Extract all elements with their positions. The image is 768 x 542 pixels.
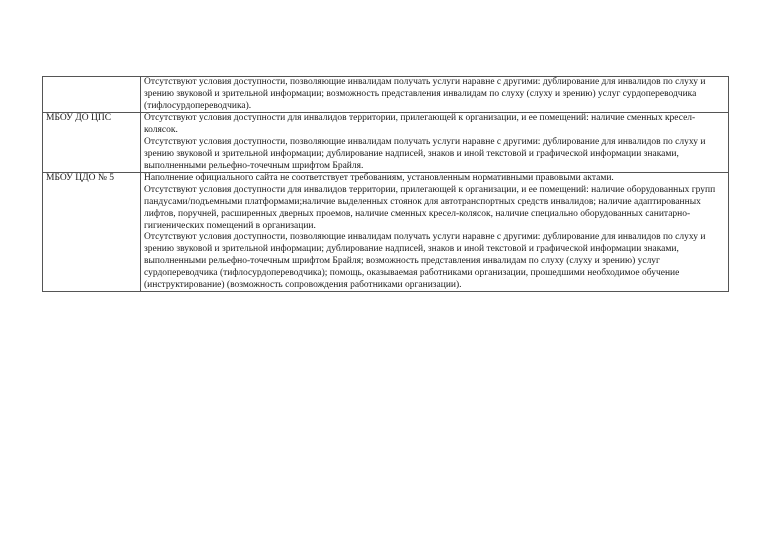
- organization-cell: [43, 77, 141, 113]
- findings-cell: [141, 77, 729, 113]
- findings-cell: [141, 173, 729, 292]
- accessibility-findings-table: [42, 76, 729, 292]
- finding-paragraph: Отсутствуют условия доступности, позволяющие инвалидам получать услуги наравне с другими: дублирование для инвалидов по слуху и зрению звуковой и зрительной информации; дублирование надписей, знаков и иной текстовой и графической информации знаками, выполненными рельефно-точечным шрифтом Брайля.: [144, 136, 706, 171]
- finding-paragraph: Отсутствуют условия доступности, позволяющие инвалидам получать услуги наравне с другими: дублирование для инвалидов по слуху и зрению звуковой и зрительной информации; дублирование надписей, знаков и иной текстовой и графической информации знаками, выполненными рельефно-точечным шрифтом Брайля; возможность представления инвалидам по слуху (слуху и зрению) услуг сурдопереводчика (тифлосурдопереводчика); помощь, оказываемая работниками организации, прошедшими необходимое обучение (инструктирование) (возможность сопровождения работниками организации).: [144, 232, 706, 290]
- table-row: [43, 113, 729, 173]
- table-row: [43, 173, 729, 292]
- finding-paragraph: Отсутствуют условия доступности для инвалидов территории, прилегающей к организации, и ее помещений: наличие сменных кресел-колясок.: [144, 113, 696, 136]
- finding-paragraph: Наполнение официального сайта не соответствует требованиям, установленным нормативными правовыми актами.: [144, 173, 614, 184]
- finding-paragraph: Отсутствуют условия доступности, позволяющие инвалидам получать услуги наравне с другими: дублирование для инвалидов по слуху и зрению звуковой и зрительной информации; возможность представления инвалидам по слуху (слуху и зрению) услуг сурдопереводчика (тифлосурдопереводчика).: [144, 77, 706, 111]
- finding-paragraph: Отсутствуют условия доступности для инвалидов территории, прилегающей к организации, и ее помещений: наличие оборудованных групп пандусами/подъемными платформами;наличие выделенных стоянок для автотранспортных средств инвалидов; наличие адаптированных лифтов, поручней, расширенных дверных проемов, наличие сменных кресел-колясок, наличие специально оборудованных санитарно-гигиенических помещений в организации.: [144, 185, 716, 231]
- organization-cell: МБОУ ДО ЦПС: [43, 113, 141, 173]
- table-row: [43, 77, 729, 113]
- organization-cell: МБОУ ЦДО № 5: [43, 173, 141, 292]
- findings-cell: [141, 113, 729, 173]
